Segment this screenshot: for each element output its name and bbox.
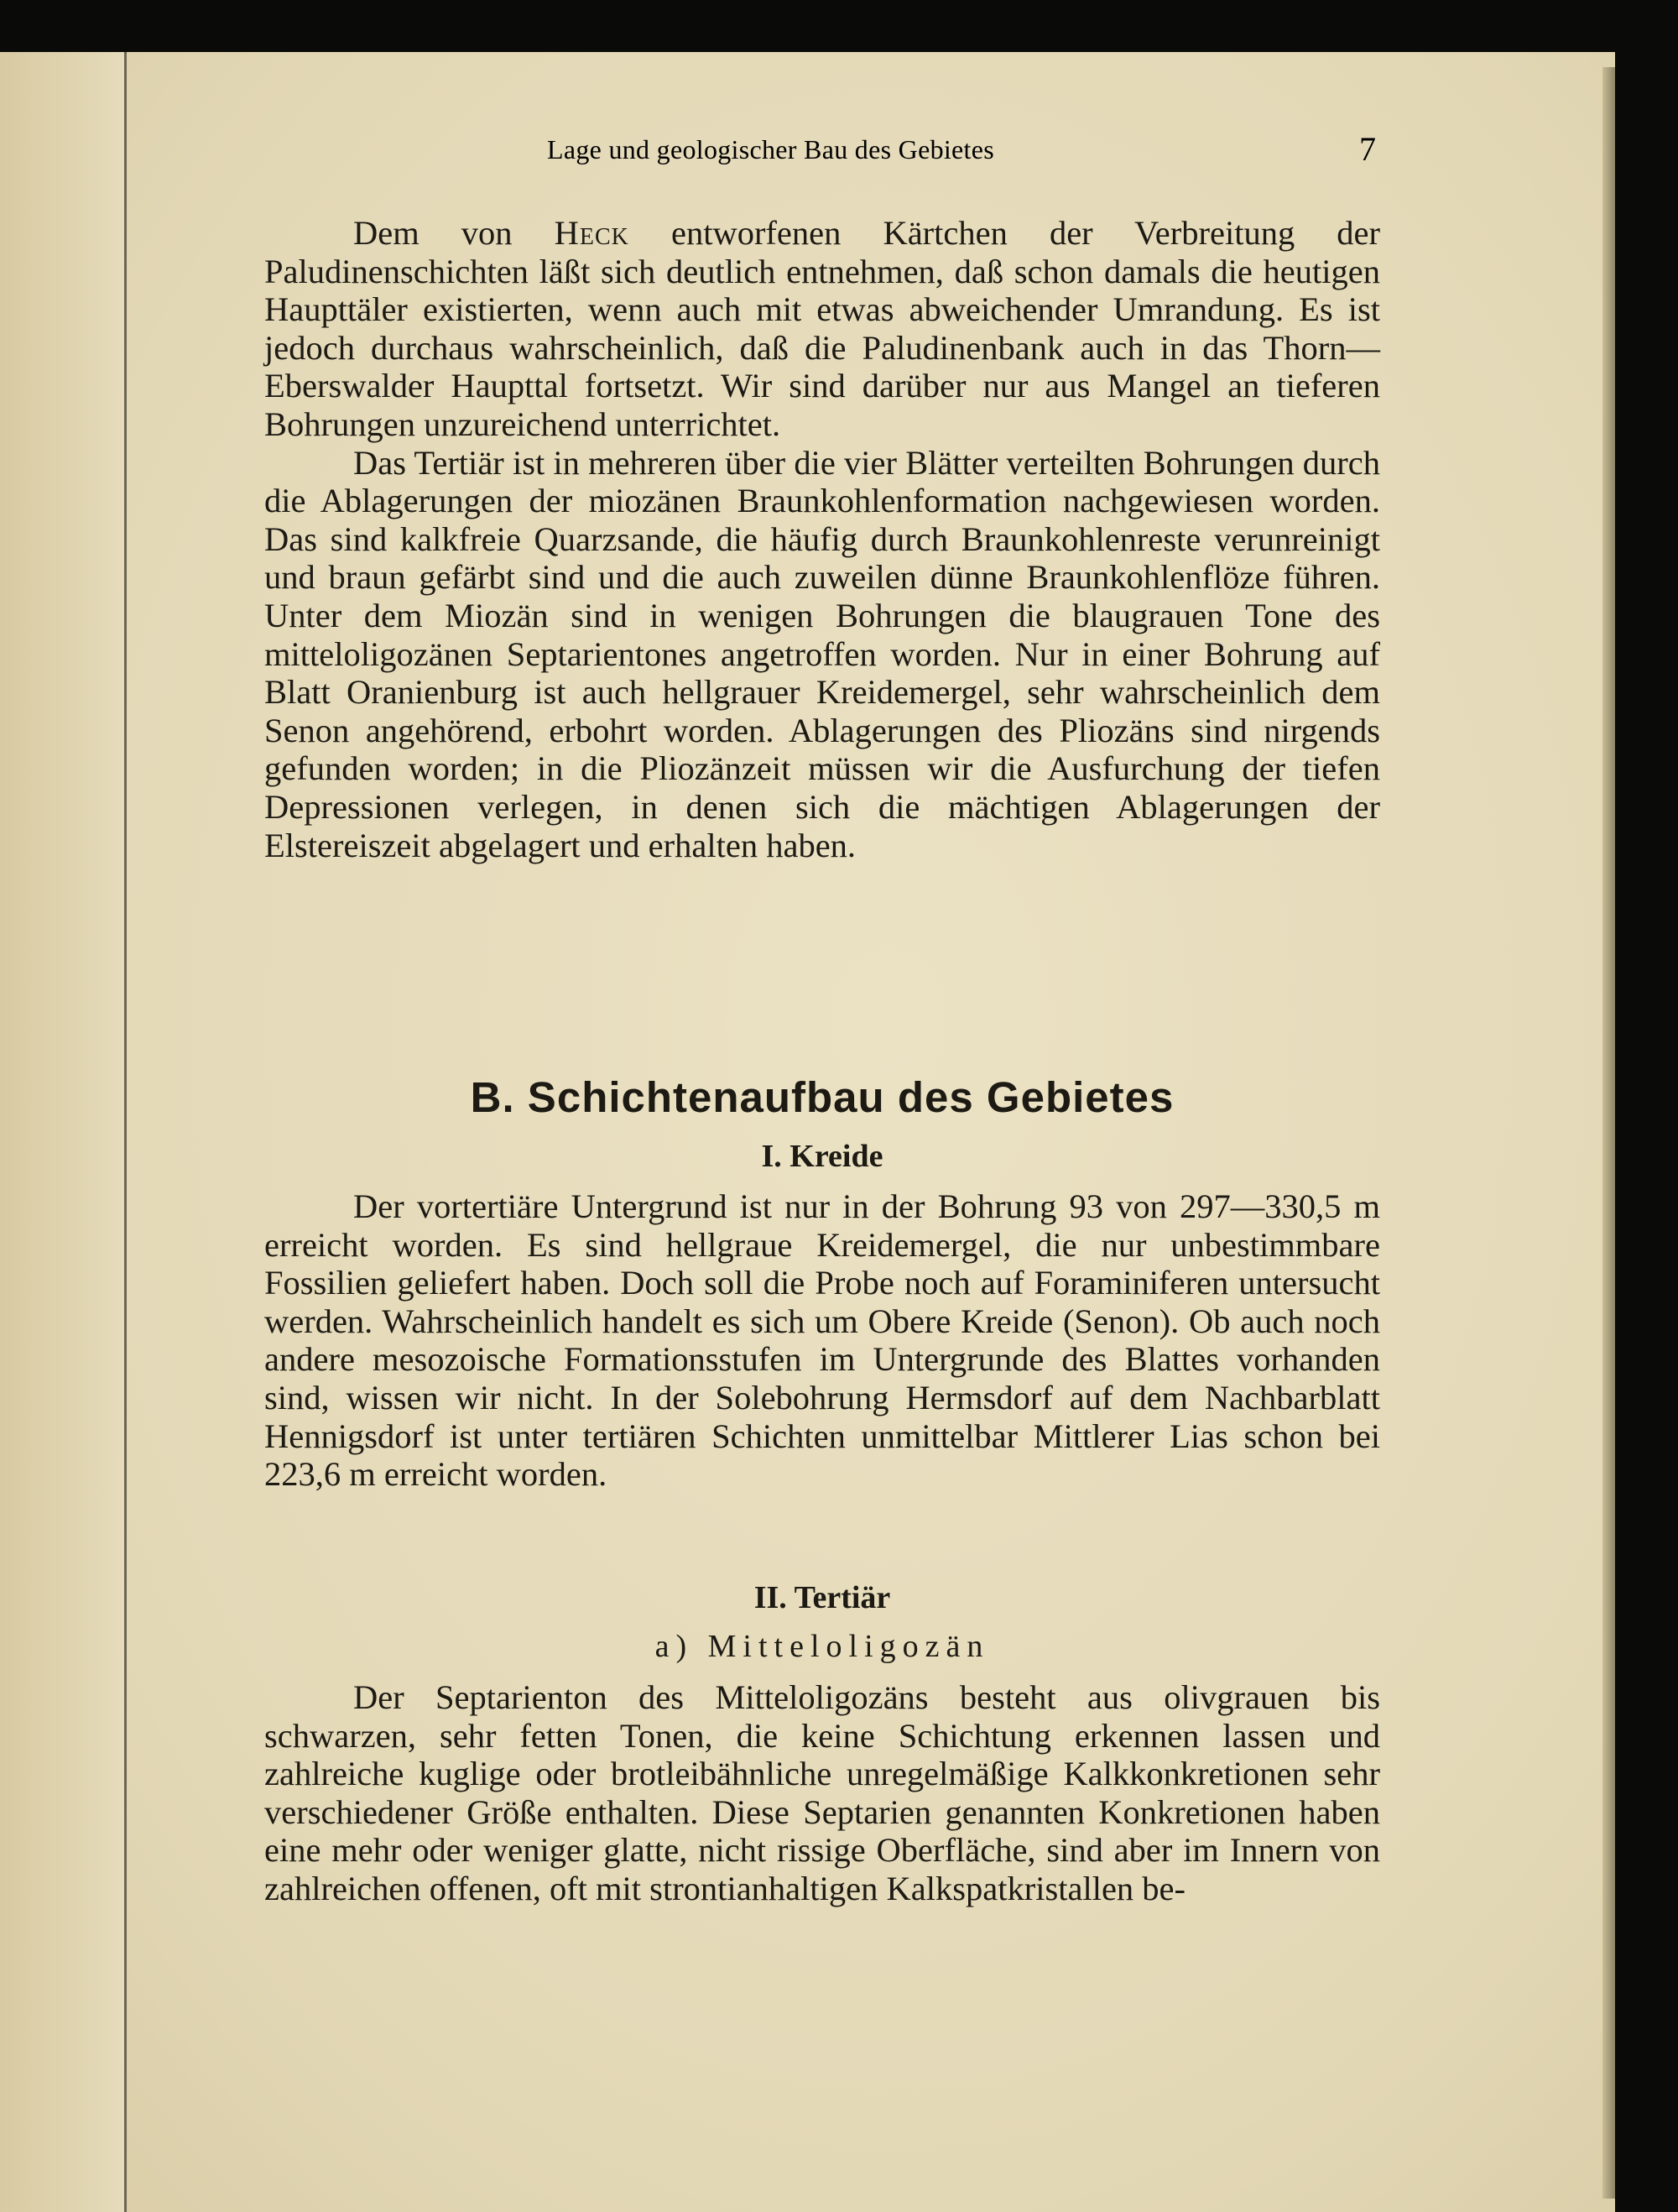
paragraph: Das Tertiär ist in mehreren über die vier Blätter verteilten Bohrungen durch die Ablagerungen der miozänen Braunkohlenformation nachgewiesen worden. Das sind kalkfreie Quarzsande, die häufig durch Braunkohlenreste verunreinigt und braun gefärbt sind und die auch zuweilen dünne Braunkohlenflöze führen. Unter dem Miozän sind in wenigen Bohrungen die blaugrauen Tone des mitteloligozänen Septarientones angetroffen worden. Nur in einer Bohrung auf Blatt Oranienburg ist auch hellgrauer Kreidemergel, sehr wahrscheinlich dem Senon angehörend, erbohrt worden. Ablagerungen des Pliozäns sind nirgends gefunden worden; in die Pliozänzeit müssen wir die Ausfurchung der tiefen Depressionen verlegen, in denen sich die mächtigen Ablagerungen der Elstereiszeit abgelagert und erhalten haben. [264,443,1380,864]
paragraph: Der vortertiäre Untergrund ist nur in der Bohrung 93 von 297—330,5 m erreicht worden. Es sind hellgraue Kreidemergel, die nur unbestimmbare Fossilien geliefert haben. Doch soll die Probe noch auf Foraminiferen untersucht werden. Wahrscheinlich handelt es sich um Obere Kreide (Senon). Ob auch noch andere mesozoische Formationsstufen im Untergrunde des Blattes vorhanden sind, wissen wir nicht. In der Solebohrung Hermsdorf auf dem Nachbarblatt Hennigsdorf ist unter tertiären Schichten unmittelbar Mittlerer Lias schon bei 223,6 m erreicht worden. [264,1187,1380,1494]
intro-text [264,214,1380,864]
paragraph: Der Septarienton des Mitteloligozäns besteht aus olivgrauen bis schwarzen, sehr fetten Tonen, die keine Schichtung erkennen lassen und zahlreiche kuglige oder brotleibähnliche unregelmäßige Kalkkonkretionen sehr verschiedener Größe enthalten. Diese Septarien genannten Konkretionen haben eine mehr oder weniger glatte, nicht rissige Oberfläche, sind aber im Innern von zahlreichen offenen, oft mit strontianhaltigen Kalkspatkristallen be- [264,1678,1380,1907]
subsection-heading-kreide: I. Kreide [761,1139,883,1174]
running-header [264,130,1380,176]
tertiaer-text [264,1678,1380,1908]
paragraph: Dem von Heck entworfenen Kärtchen der Verbreitung der Paludinenschichten läßt sich deutlich entnehmen, daß schon damals die heutigen Haupttäler existierten, wenn auch mit etwas abweichender Umrandung. Es ist jedoch durchaus wahrscheinlich, daß die Paludinenbank auch in das Thorn—Eberswalder Haupttal fortsetzt. Wir sind darüber nur aus Mangel an tieferen Bohrungen unzureichend unterrichtet. [264,214,1380,443]
background-edge [1615,52,1678,2212]
page-gutter [0,52,126,2212]
author-name: Heck [554,214,629,252]
kreide-text [264,1187,1380,1494]
page-edge [1602,67,1615,2199]
section-heading: B. Schichtenaufbau des Gebietes [470,1073,1175,1121]
subsection-heading-tertiaer: II. Tertiär [753,1580,891,1615]
sub-subsection-heading: a) Mitteloligozän [654,1629,990,1664]
page-number: 7 [1359,130,1376,168]
binding-line [124,52,127,2212]
header-title: Lage und geologischer Bau des Gebietes [547,134,995,164]
